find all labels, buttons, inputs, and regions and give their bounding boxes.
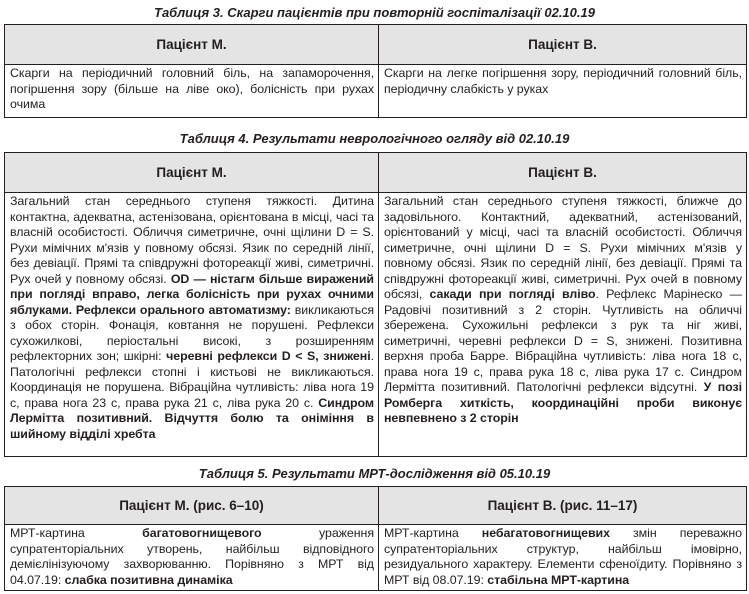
table4 — [4, 152, 747, 457]
table4-caption: Таблиця 4. Результати неврологічного огляду від 02.10.19 — [179, 131, 570, 146]
table4-cell-patient-m — [5, 193, 379, 457]
table3-header-patient-m: Пацієнт М. — [5, 25, 379, 65]
bold-text-segment: сакади при погляді вліво — [429, 287, 596, 301]
text-segment: Скарги на періодичний головний біль, на запаморочення, погіршення зору (більше на ліве око), болісність при рухах очима — [10, 66, 374, 111]
text-segment: Загальний стан середнього ступеня тяжкості. Дитина контактна, адекватна, астенізована, орієнтована в місці, часі та власній особистості. Обличчя симетричне, очні щілини D = S. Рухи мімічних м'язів у повному обсязі. Язик по середній лінії, без девіації. Прямі та співдружні фотореакції живі, симетричні. Рух очей у повному обсязі. — [10, 194, 374, 286]
text-segment: Загальний стан середнього ступеня тяжкості, ближче до задовільного. Контактний, адекватний, астенізований, орієнтований у місці, часі та власній особистості. Обличчя симетричне, очні щілини D = S. Рухи мімічних м'язів у повному обсязі. Язик по середній лінії, без девіації. Прямі та співдружні фотореакції живі, симетричні. Рух очей в повному обсязі, — [384, 194, 742, 301]
bold-text-segment: небагатовогнищевих — [481, 526, 610, 540]
table5-caption: Таблиця 5. Результати МРТ-дослідження від 05.10.19 — [198, 466, 551, 481]
text-segment: ураження супратенторіальних утворень, найбільш відповідного демієлінізуючому захворюванню. Порівняно з МРТ від 04.07.19: — [10, 526, 374, 587]
table5-header-patient-m: Пацієнт М. (рис. 6–10) — [5, 487, 379, 525]
table5 — [4, 486, 747, 591]
bold-text-segment: багатовогнищевого — [142, 526, 262, 540]
text-segment: змін переважно супратенторіальних структур, найбільш імовірно, резидуального характеру. Елементи сфеноїдиту. Порівняно з МРТ від 08.07.19: — [384, 526, 742, 587]
text-segment: МРТ-картина — [10, 526, 143, 540]
text-segment: . Рефлекс Марінеско — Радовічі позитивний з 2 сторін. Чутливість на обличчі збережена. Сухожильні рефлекси з рук та ніг живі, симетричні, черевні рефлекси D = S, знижені. Позитивна верхня проба Барре. Вібраційна чутливість: ліва нога 18 с, права нога 19 с, права рука 18 с, ліва рука 17 с. Синдром Лермітта позитивний. Патологічні рефлекси відсутні. — [384, 287, 742, 394]
bold-text-segment: У позі Ромберга хиткість, координаційні проби виконує невпевнено з 2 сторін — [384, 380, 742, 425]
table3 — [4, 24, 747, 118]
table5-cell-patient-m — [5, 525, 379, 591]
table3-caption: Таблиця 3. Скарги пацієнтів при повторній госпіталізації 02.10.19 — [154, 5, 595, 20]
table4-header-patient-m: Пацієнт М. — [5, 153, 379, 193]
bold-text-segment: Синдром Лермітта позитивний. Відчуття болю та оніміння в шийному відділі хребта — [10, 395, 374, 441]
bold-text-segment: слабка позитивна динаміка — [64, 572, 233, 587]
text-segment: викликаються з обох сторін. Фонація, ковтання не порушені. Рефлекси сухожилкові, періостальні високі, з розширенням рефлекторних зон; шкірні: — [10, 302, 374, 363]
bold-text-segment: стабільна МРТ-картина — [487, 572, 630, 587]
table4-cell-patient-v — [379, 193, 747, 457]
table3-header-patient-v: Пацієнт В. — [379, 25, 747, 65]
text-segment: . Патологічні рефлекси стопні і кистьові не викликаються. Координація не порушена. Вібраційна чутливість: ліва нога 19 с, права нога 23 с, права рука 21 с, ліва рука 20 с. — [10, 349, 374, 410]
text-segment: Скарги на легке погіршення зору, періодичний головний біль, періодичну слабкість у руках — [384, 66, 742, 96]
table5-header-patient-v: Пацієнт В. (рис. 11–17) — [379, 487, 747, 525]
table3-cell-patient-v — [379, 65, 747, 118]
table4-header-patient-v: Пацієнт В. — [379, 153, 747, 193]
text-segment: МРТ-картина — [384, 526, 482, 540]
bold-text-segment: OD — ністагм більше виражений при погляді вправо, легка болісність при рухах очними яблуками. Рефлекси орального автоматизму: — [10, 271, 374, 317]
table3-cell-patient-m — [5, 65, 379, 118]
table5-cell-patient-v — [379, 525, 747, 591]
bold-text-segment: черевні рефлекси D < S, знижені — [166, 349, 371, 363]
